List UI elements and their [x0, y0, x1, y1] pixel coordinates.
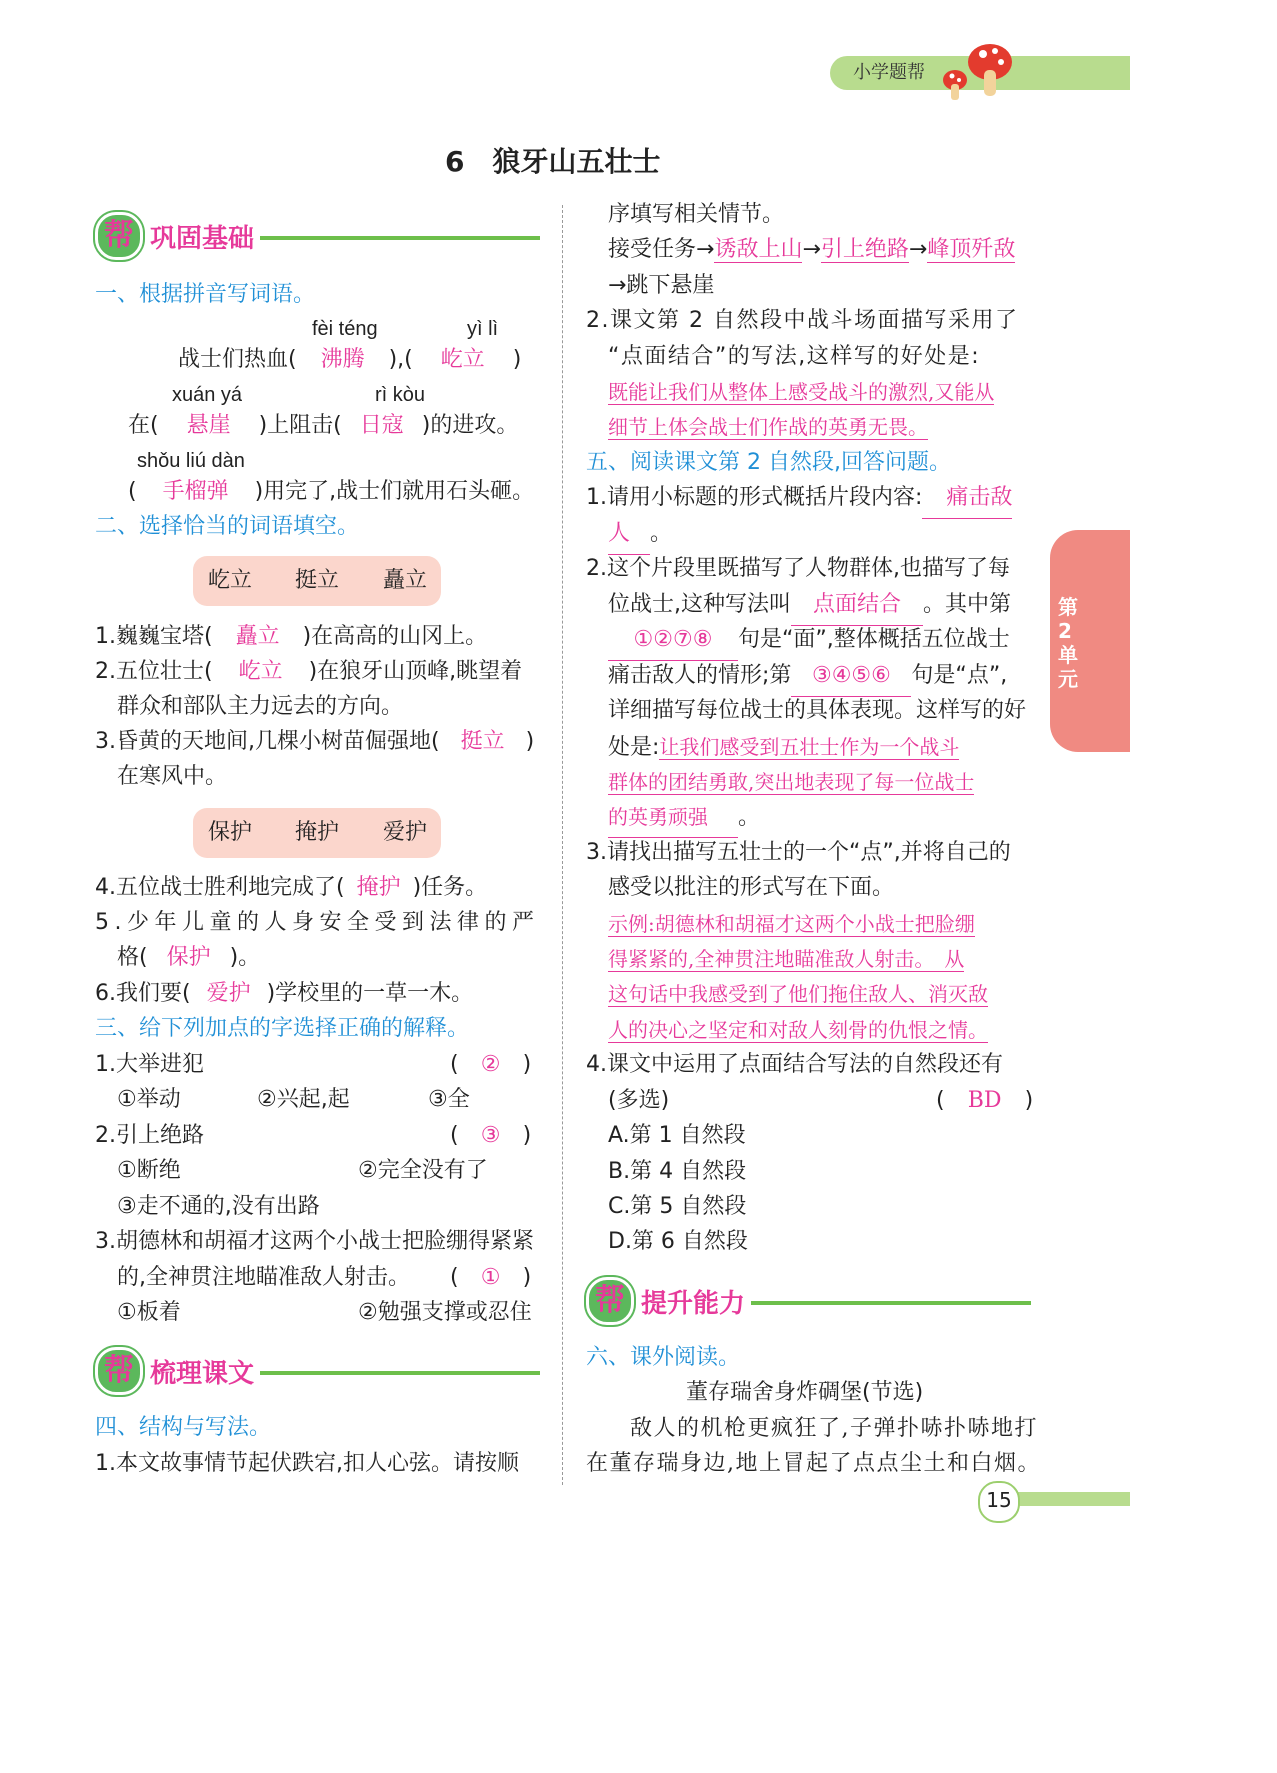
answer: 点面结合 [791, 585, 923, 626]
pinyin: yì lì [467, 318, 499, 340]
answer: 示例:胡德林和胡福才这两个小战士把脸绷 [608, 912, 975, 936]
q1-heading: 一、根据拼音写词语。 [95, 282, 316, 307]
q5-item-cont: (多选) [608, 1088, 670, 1113]
q3-item: 2.引上绝路 [95, 1123, 204, 1148]
word-option: 屹立 [208, 568, 253, 593]
answer: 的英勇顽强 [608, 797, 738, 838]
section-header-basics [95, 210, 545, 260]
q4-line: 序填写相关情节。 [608, 202, 785, 227]
answer: 爱护 [206, 981, 251, 1006]
q5-item-cont: ①②⑦⑧ 句是“面”,整体概括五位战士 [608, 620, 1010, 661]
q5-item: 1.请用小标题的形式概括片段内容: 痛击敌 [586, 478, 1012, 519]
word-option: 保护 [208, 820, 253, 845]
answer: 让我们感受到五壮士作为一个战斗 [659, 735, 960, 759]
answer-line: 的英勇顽强 。 [608, 797, 760, 838]
q1-line-1: 战士们热血( 沸腾 ),( 屹立 ) [178, 340, 521, 380]
word-box-1 [193, 556, 441, 606]
answer: 这句话中我感受到了他们拖住敌人、消灭敌 [608, 982, 988, 1006]
q3-option: ①断绝 [117, 1158, 181, 1183]
q4-line: 1.本文故事情节起伏跌宕,扣人心弦。请按顺 [95, 1451, 519, 1476]
q2-item-cont: 格( 保护 )。 [117, 938, 260, 978]
pinyin: rì kòu [375, 384, 426, 406]
q3-option: ①举动 [117, 1087, 181, 1112]
q1-line-2: 在( 悬崖 )上阻击( 日寇 )的进攻。 [128, 406, 518, 446]
section-title: 梳理课文 [150, 1359, 255, 1389]
q1-line-3: ( 手榴弹 )用完了,战士们就用石头砸。 [128, 472, 534, 512]
q3-heading: 三、给下列加点的字选择正确的解释。 [95, 1016, 470, 1041]
q6-heading: 六、课外阅读。 [586, 1345, 741, 1370]
pinyin: shǒu liú dàn [137, 450, 245, 472]
q3-option: ③全 [428, 1087, 470, 1112]
bang-badge: 帮 [586, 1277, 634, 1325]
q3-option: ①板着 [117, 1300, 181, 1325]
q5-item: 4.课文中运用了点面结合写法的自然段还有 [586, 1052, 1003, 1077]
mushroom-icon [935, 40, 1015, 102]
answer: 沸腾 [320, 347, 365, 372]
q5-option: D.第 6 自然段 [608, 1229, 748, 1254]
answer: 细节上体会战士们作战的英勇无畏。 [608, 415, 928, 439]
q3-item-cont: 的,全神贯注地瞄准敌人射击。 [117, 1265, 410, 1290]
answer: 得紧紧的,全神贯注地瞄准敌人射击。 从 [608, 947, 965, 971]
q5-item-cont: 人 。 [608, 514, 672, 555]
q3-item: 1.大举进犯 [95, 1052, 204, 1077]
q3-item: 3.胡德林和胡福才这两个小战士把脸绷得紧紧 [95, 1229, 534, 1254]
section-header-ability [586, 1275, 1036, 1325]
section-rule [260, 1371, 540, 1375]
section-header-text [95, 1345, 545, 1395]
q5-item: 2.这个片段里既描写了人物群体,也描写了每 [586, 556, 1010, 581]
answer: ③ [480, 1123, 501, 1148]
q6-passage: 在董存瑞身边,地上冒起了点点尘土和白烟。 [586, 1451, 1041, 1476]
word-option: 挺立 [295, 568, 340, 593]
q4-line: 2.课文第 2 自然段中战斗场面描写采用了 [586, 308, 1019, 333]
answer: 群体的团结勇敢,突出地表现了每一位战士 [608, 770, 975, 794]
answer: 引上绝路 [820, 237, 909, 262]
word-option: 矗立 [383, 568, 428, 593]
q5-item-cont: 处是:让我们感受到五壮士作为一个战斗 [608, 735, 960, 760]
answer: 手榴弹 [162, 479, 229, 504]
q3-bracket: ( ② ) [450, 1045, 531, 1085]
q3-option: ③走不通的,没有出路 [117, 1194, 320, 1219]
section-title: 巩固基础 [150, 224, 255, 254]
brand-label: 小学题帮 [853, 62, 925, 83]
q5-item-cont: 痛击敌人的情形;第 ③④⑤⑥ 句是“点”, [608, 656, 1007, 697]
answer: 挺立 [460, 729, 505, 754]
answer: 诱敌上山 [714, 237, 803, 262]
answer-line [608, 974, 988, 1015]
q2-item: 3.昏黄的天地间,几棵小树苗倔强地( 挺立 ) [95, 722, 534, 762]
section-title: 提升能力 [641, 1289, 746, 1319]
answer: BD [967, 1088, 1002, 1113]
q2-item: 5.少年儿童的人身安全受到法律的严 [95, 910, 540, 935]
page-title: 6 狼牙山五壮士 [445, 145, 661, 178]
word-box-2 [193, 808, 441, 858]
q3-bracket: ( ① ) [450, 1258, 531, 1298]
q2-item: 2.五位壮士( 屹立 )在狼牙山顶峰,眺望着 [95, 652, 522, 692]
pinyin: fèi téng [312, 318, 378, 340]
answer: 屹立 [440, 347, 485, 372]
q4-flow-end: →跳下悬崖 [608, 273, 715, 298]
q2-heading: 二、选择恰当的词语填空。 [95, 514, 360, 539]
bang-badge: 帮 [95, 1347, 143, 1395]
answer: 既能让我们从整体上感受战斗的激烈,又能从 [608, 380, 995, 404]
q5-bracket: ( BD ) [936, 1081, 1033, 1121]
answer: 人 [608, 514, 650, 555]
answer: 痛击敌 [922, 478, 1012, 519]
q5-item-cont: 详细描写每位战士的具体表现。这样写的好 [608, 698, 1027, 723]
q6-passage-title: 董存瑞舍身炸碉堡(节选) [686, 1380, 924, 1405]
q3-option: ②勉强支撑或忍住 [358, 1300, 532, 1325]
answer: 矗立 [235, 624, 280, 649]
q5-item-cont: 位战士,这种写法叫 点面结合 。其中第 [608, 585, 1011, 626]
q2-item-cont: 在寒风中。 [117, 764, 228, 789]
column-divider [562, 205, 563, 1485]
section-rule [751, 1301, 1031, 1305]
word-option: 爱护 [383, 820, 428, 845]
pinyin: xuán yá [172, 384, 243, 406]
answer: 人的决心之坚定和对敌人刻骨的仇恨之情。 [608, 1018, 988, 1042]
unit-tab-label: 第2单元 [1058, 595, 1078, 691]
q3-option: ②完全没有了 [358, 1158, 488, 1183]
answer: ① [480, 1265, 501, 1290]
answer: ② [480, 1052, 501, 1077]
q2-item: 1.巍巍宝塔( 矗立 )在高高的山冈上。 [95, 617, 487, 657]
answer: ①②⑦⑧ [608, 620, 738, 661]
answer: 悬崖 [186, 413, 231, 438]
section-rule [260, 236, 540, 240]
answer: ③④⑤⑥ [791, 656, 911, 697]
bang-badge: 帮 [95, 212, 143, 260]
q3-bracket: ( ③ ) [450, 1116, 531, 1156]
q2-item: 4.五位战士胜利地完成了( 掩护 )任务。 [95, 868, 487, 908]
q5-option: A.第 1 自然段 [608, 1123, 746, 1148]
q2-item-cont: 群众和部队主力远去的方向。 [117, 694, 404, 719]
q5-option: B.第 4 自然段 [608, 1159, 747, 1184]
q5-item: 3.请找出描写五壮士的一个“点”,并将自己的 [586, 840, 1011, 865]
page-number: 15 [986, 1488, 1012, 1512]
q4-heading: 四、结构与写法。 [95, 1415, 272, 1440]
answer: 保护 [166, 945, 211, 970]
answer-line [608, 407, 928, 448]
answer: 掩护 [356, 875, 401, 900]
answer: 屹立 [238, 659, 283, 684]
answer: 日寇 [359, 413, 404, 438]
answer: 峰顶歼敌 [927, 237, 1016, 262]
q4-flow: 接受任务→诱敌上山→引上绝路→峰顶歼敌 [608, 237, 1016, 262]
q5-heading: 五、阅读课文第 2 自然段,回答问题。 [586, 450, 951, 475]
word-option: 掩护 [295, 820, 340, 845]
q2-item: 6.我们要( 爱护 )学校里的一草一木。 [95, 974, 473, 1014]
q3-option: ②兴起,起 [257, 1087, 350, 1112]
q6-passage: 敌人的机枪更疯狂了,子弹扑哧扑哧地打 [630, 1416, 1038, 1441]
q5-item-cont: 感受以批注的形式写在下面。 [608, 875, 895, 900]
q4-line: “点面结合”的写法,这样写的好处是: [608, 344, 981, 369]
q5-option: C.第 5 自然段 [608, 1194, 747, 1219]
